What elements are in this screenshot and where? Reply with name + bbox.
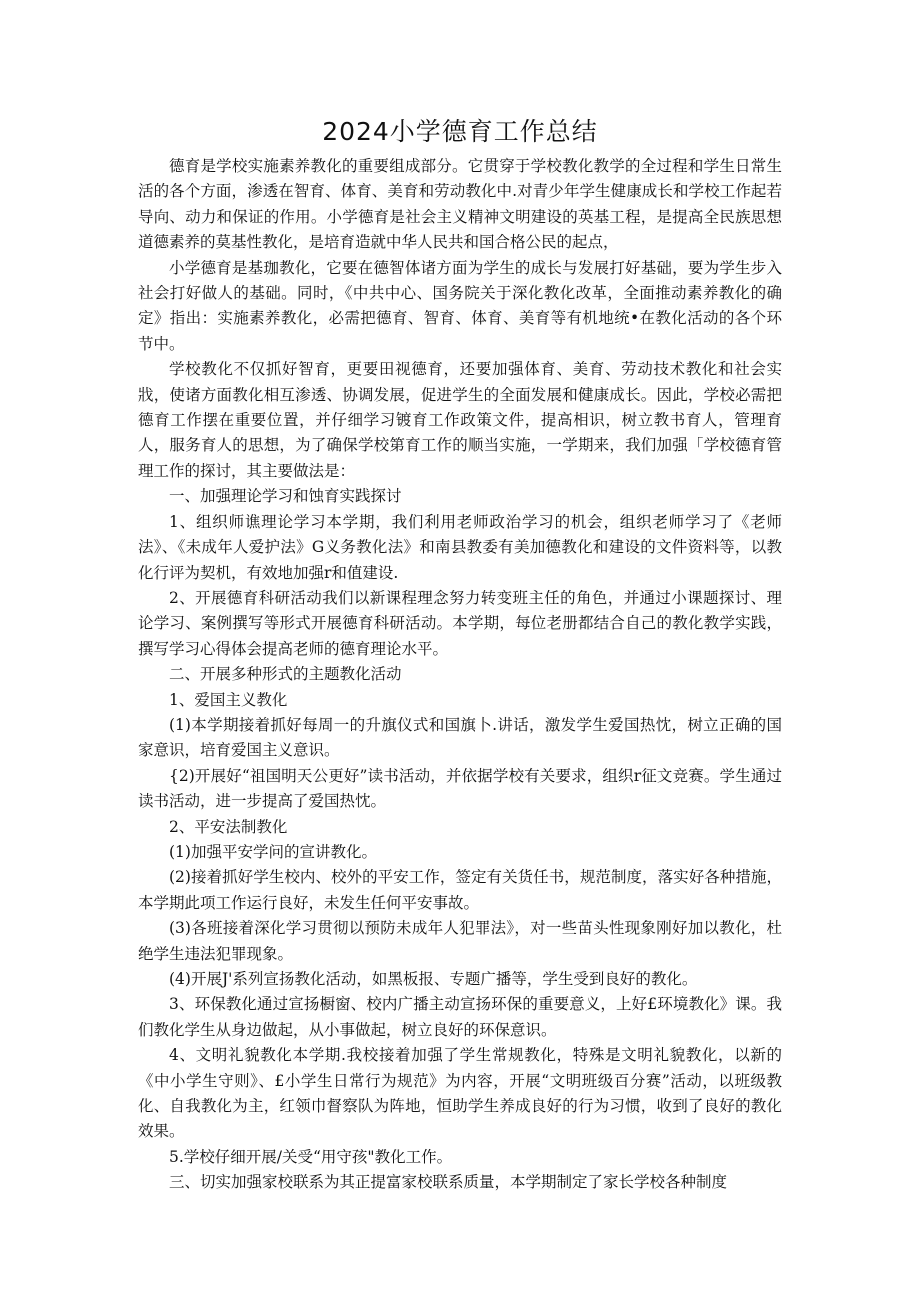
item-2-2-1: (1)加强平安学问的宣讲教化。 <box>169 842 377 861</box>
section-heading-2: 二、开展多种形式的主题教化活动 <box>169 665 402 684</box>
item-2-1-1: (1)本学期接着抓好每周一的升旗仪式和国旗卜.讲话，激发学生爱国热忱，树立正确的国家意识，培育爱国主义意识。 <box>138 715 782 760</box>
item-2-2-4: (4)开展J'系列宣扬教化活动，如黑板报、专题广播等，学生受到良好的教化。 <box>169 970 698 988</box>
section-heading-3: 三、切实加强家校联系为其正提富家校联系质量，本学期制定了家长学校各种制度 <box>169 1173 728 1192</box>
document-title: 2024小学德育工作总结 <box>322 117 598 146</box>
paragraph-school-education: 学校教化不仅抓好智育，更要田视德育，还要加强体育、美育、劳动技术教化和社会实戕，使诸方面教化相互渗透、协调发展，促进学生的全面发展和健康成长。因此，学校必需把德育工作摆在重要位置，并仔细学习镀育工作政策文件，提高相识，树立教书育人，管理育人，服务育人的思想，为了确保学校第育工作的顺当实施，一学期来，我们加强「学校德育管理工作的探讨，其主要做法是： <box>138 360 782 480</box>
subheading-2-2: 2、平安法制教化 <box>169 817 288 836</box>
paragraph-intro: 德育是学校实施素养教化的重要组成部分。它贯穿于学校教化教学的全过程和学生日常生活的各个方面，渗透在智育、体育、美育和劳动教化中.对青少年学生健康成长和学校工作起若导向、动力和保证的作用。小学德育是社会主义精神文明建设的英基工程，是提高全民族思想道德素养的莫基性教化，是培育造就中华人民共和国合格公民的起点， <box>138 157 782 252</box>
item-2-2-2: (2)接着抓好学生校内、校外的平安工作，签定有关货任书，规范制度，落实好各种措施，本学期此项工作运行良好，未发生任何平安事故。 <box>138 868 782 912</box>
item-2-1-2: {2)开展好“祖国明天公更好”读书活动，并依据学校有关要求，组织r征文竞赛。学生通过读书活动，进一步提高了爱国热忱。 <box>138 766 782 811</box>
section-heading-1: 一、加强理论学习和蚀育实践探讨 <box>169 487 402 506</box>
item-2-2-3: (3)各班接着深化学习贯彻以预防未成年人犯罪法》，对一些苗头性现象刚好加以教化，杜绝学生违法犯罪现象。 <box>138 919 782 963</box>
paragraph-1-1: 1、组织师谯理论学习本学期，我们利用老师政治学习的机会，组织老师学习了《老师法》、《未成年人爱护法》G义务教化法》和南县教委有美加德教化和建设的文件资料等，以教化行评为契机，有效地加强r和值建设. <box>138 512 782 582</box>
paragraph-2-4: 4、文明礼貌教化本学期.我校接着加强了学生常规教化，特殊是文明礼貌教化，以新的《中小学生守则》、£小学生日常行为规范》为内容，开展“文明班级百分赛”活动，以班级教化、自我教化为主，红领巾督察队为阵地，恒助学生养成良好的行为习惯，收到了良好的教化效果。 <box>138 1046 782 1141</box>
subheading-2-1: 1、爱国主义教化 <box>169 690 288 709</box>
paragraph-2-5: 5.学校仔细开展/关受“用守孩"教化工作。 <box>169 1147 453 1166</box>
document-body <box>138 154 782 1196</box>
paragraph-1-2: 2、开展德育科研活动我们以新课程理念努力转变班主任的角色，并通过小课题探讨、理论学习、案例撰写等形式开展德育科研活动。本学期，每位老册都结合自己的教化教学实践，撰写学习心得体会提高老师的德育理论水平。 <box>138 588 782 658</box>
paragraph-basic-education: 小学德育是基珈教化，它要在德智体诸方面为学生的成长与发展打好基础，要为学生步入社会打好做人的基础。同时，《中共中心、国务院关于深化教化改革，全面推动素养教化的确定》指出：实施素养教化，必需把德育、智育、体育、美育等有机地统•在教化活动的各个环节中。 <box>138 258 782 353</box>
paragraph-2-3: 3、环保教化通过宣扬橱窗、校内广播主动宣扬环保的重要意义，上好£环境教化》课。我们教化学生从身边做起，从小事做起，树立良好的环保意识。 <box>138 995 782 1039</box>
